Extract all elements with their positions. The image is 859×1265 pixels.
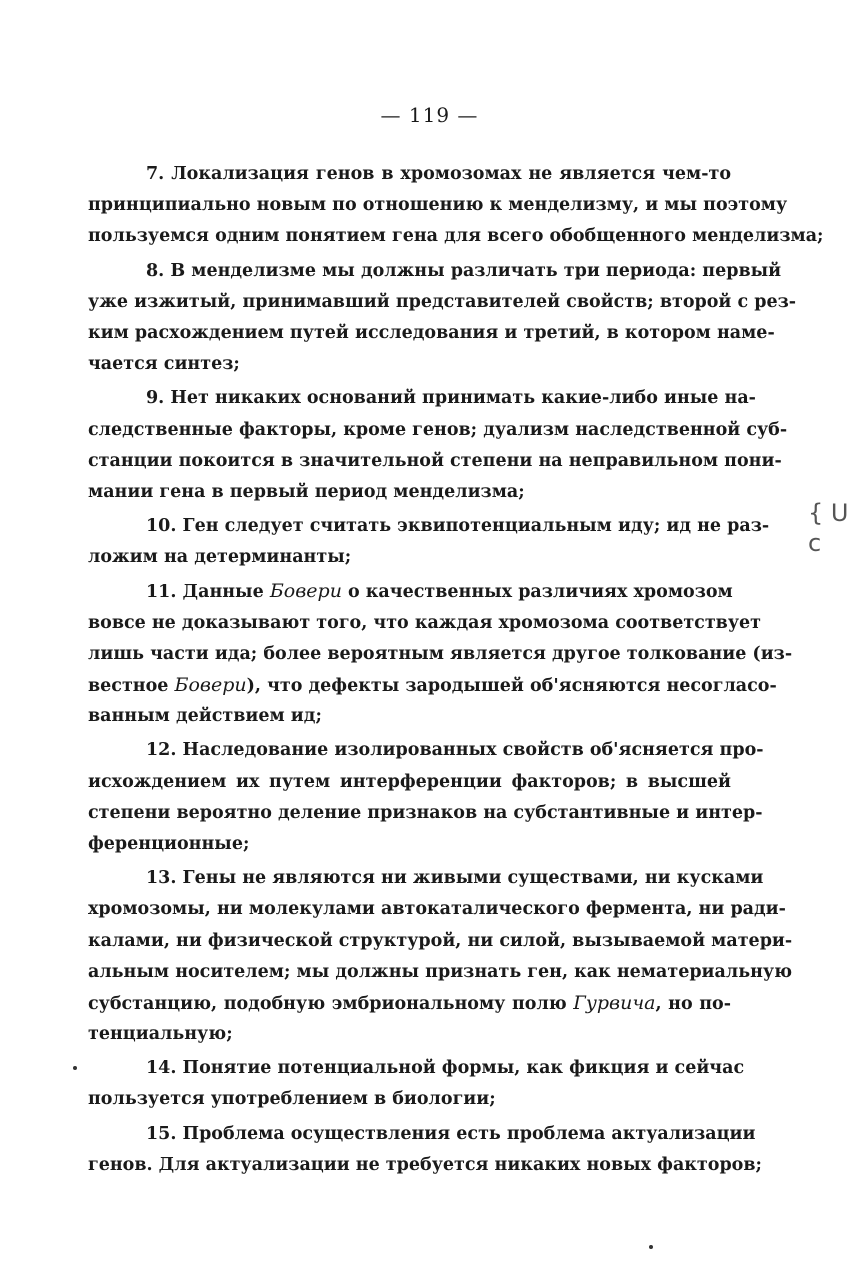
thesis-7: [88, 159, 824, 253]
text-line: станции покоится в значительной степени на неправильном пони-: [88, 450, 782, 471]
text-line: 13. Гены не являются ни живыми существами, ни кусками: [146, 868, 764, 889]
thesis-10: [88, 511, 770, 573]
text-line: 7. Локализация генов в хромозомах не является чем-то: [146, 164, 731, 184]
ink-speck: [649, 1245, 653, 1249]
margin-note-line: c: [808, 529, 822, 557]
text-line: 10. Ген следует считать эквипотенциальным иду; ид не раз-: [146, 516, 770, 537]
text-line: ванным действием ид;: [88, 706, 322, 727]
text-line: альным носителем; мы должны признать ген, как нематериальную: [88, 961, 793, 982]
ink-speck: [73, 1066, 77, 1070]
margin-note-line: { U: [808, 499, 849, 527]
thesis-14: [88, 1053, 745, 1115]
thesis-8: [88, 256, 797, 381]
page-number: — 119 —: [380, 103, 479, 127]
text-line: калами, ни физической структурой, ни силой, вызываемой матери-: [88, 930, 793, 951]
text-line: генов. Для актуализации не требуется никаких новых факторов;: [88, 1154, 762, 1175]
text-line: уже изжитый, принимавший представителей свойств; второй с рез-: [88, 291, 797, 312]
text-line: лишь части ида; более вероятным является другое толкование (из-: [88, 643, 793, 664]
thesis-13: [88, 863, 793, 1050]
text-line: 11. Данные Бовери о качественных различиях хромозом: [146, 580, 733, 603]
text-line: ким расхождением путей исследования и третий, в котором наме-: [88, 322, 775, 343]
text-line: принципиально новым по отношению к менделизму, и мы поэтому: [88, 195, 788, 216]
text-line: субстанцию, подобную эмбриональному полю Гурвича, но по-: [88, 991, 731, 1014]
handwritten-margin-note: [808, 498, 858, 558]
text-line: ференционные;: [88, 833, 250, 854]
text-line: мании гена в первый период менделизма;: [88, 481, 525, 502]
thesis-12: [88, 735, 764, 860]
text-line: 9. Нет никаких оснований принимать какие-либо иные на-: [146, 388, 756, 409]
text-line: чается синтез;: [88, 354, 240, 375]
text-line: ложим на детерминанты;: [88, 547, 352, 568]
text-line: пользуемся одним понятием гена для всего обобщенного менделизма;: [88, 226, 824, 247]
text-line: 14. Понятие потенциальной формы, как фикция и сейчас: [146, 1058, 745, 1079]
text-line: пользуется употреблением в биологии;: [88, 1089, 496, 1110]
text-line: степени вероятно деление признаков на субстантивные и интер-: [88, 802, 763, 823]
thesis-11: [88, 576, 793, 732]
text-line: 15. Проблема осуществления есть проблема актуализации: [146, 1123, 756, 1144]
text-line: хромозомы, ни молекулами автокаталического фермента, ни ради-: [88, 899, 786, 920]
text-line: следственные факторы, кроме генов; дуализм наследственной суб-: [88, 419, 788, 440]
text-line: вестное Бовери), что дефекты зародышей об'ясняются несогласо-: [88, 674, 777, 696]
text-line: тенциальную;: [88, 1024, 233, 1045]
text-line: исхождением их путем интерференции факторов; в высшей: [88, 771, 731, 792]
text-line: 8. В менделизме мы должны различать три периода: первый: [146, 260, 782, 281]
thesis-9: [88, 383, 788, 508]
text-line: 12. Наследование изолированных свойств об'ясняется про-: [146, 740, 764, 761]
thesis-15: [88, 1119, 762, 1181]
text-line: вовсе не доказывают того, что каждая хромозома соответствует: [88, 612, 762, 633]
body-text: [88, 159, 824, 1184]
